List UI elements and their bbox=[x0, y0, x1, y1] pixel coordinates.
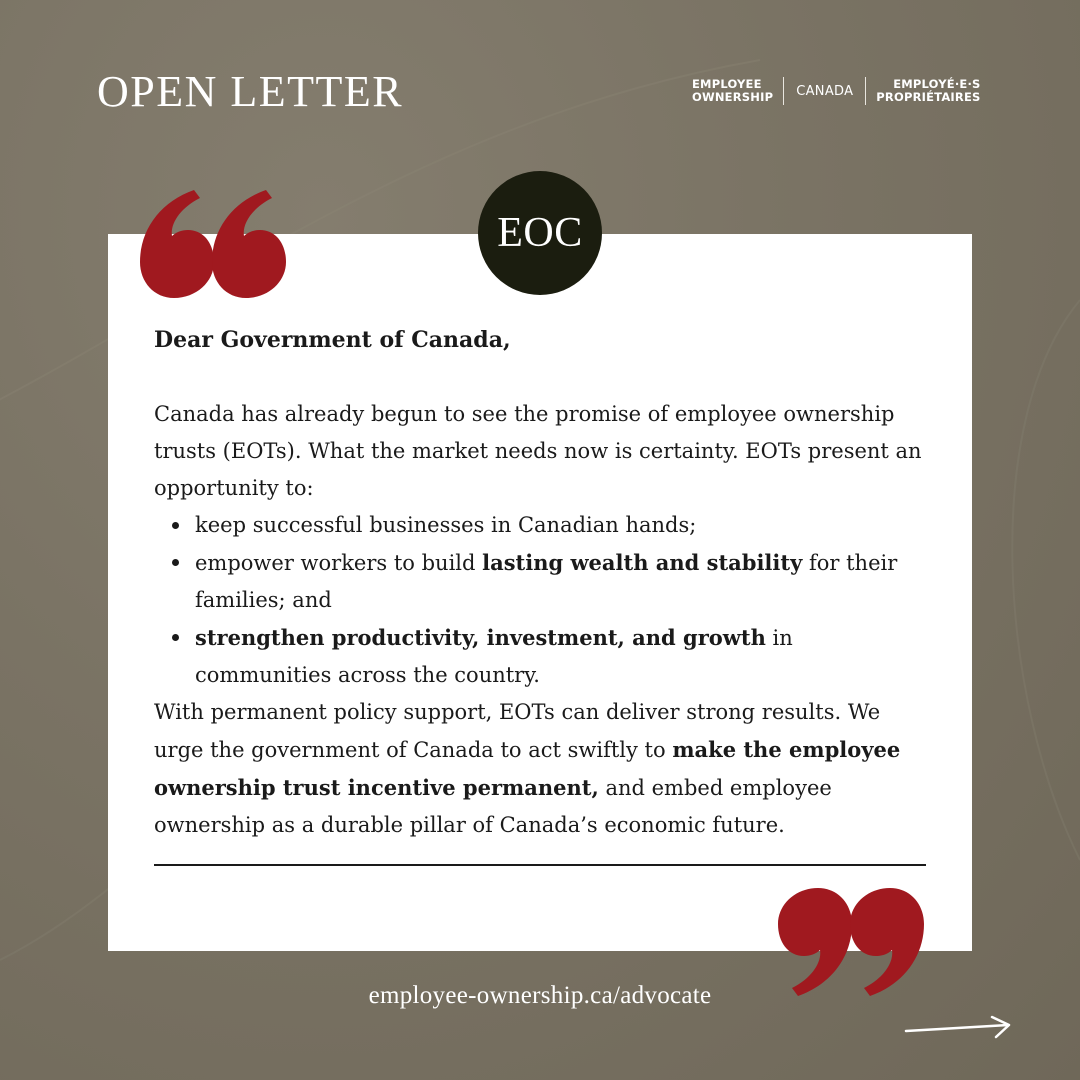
logo-french bbox=[866, 78, 980, 104]
close-quote-icon bbox=[778, 888, 928, 996]
badge-text: EOC bbox=[497, 210, 583, 256]
divider-line bbox=[154, 864, 926, 866]
advocate-link[interactable]: employee-ownership.ca/advocate bbox=[368, 982, 712, 1009]
logo-english bbox=[692, 78, 783, 104]
list-item bbox=[154, 544, 934, 619]
organization-logo bbox=[692, 76, 981, 106]
letter-closing bbox=[154, 694, 934, 844]
bullet-text: empower workers to build bbox=[195, 551, 483, 575]
bullet-text: keep successful businesses in Canadian hands; bbox=[195, 513, 697, 537]
bullet-text: for their families; and bbox=[195, 551, 898, 612]
closing-text: With permanent policy support, EOTs can deliver strong results. We urge the government of Canada to act swiftly to bbox=[154, 700, 881, 762]
list-item bbox=[154, 619, 934, 694]
letter-body bbox=[154, 322, 934, 844]
open-quote-icon bbox=[138, 190, 288, 298]
bullet-emphasis: strengthen productivity, investment, and growth bbox=[195, 625, 766, 650]
logo-en-line1: EMPLOYEE bbox=[692, 77, 762, 91]
logo-fr-line2: PROPRIÉTAIRES bbox=[876, 90, 981, 104]
list-item bbox=[154, 507, 934, 544]
bullet-text: in communities across the country. bbox=[195, 626, 793, 687]
arrow-right-icon[interactable] bbox=[904, 1015, 1014, 1045]
closing-text: and embed employee ownership as a durable pillar of Canada’s economic future. bbox=[154, 776, 832, 837]
letter-greeting: Dear Government of Canada, bbox=[154, 327, 511, 353]
eoc-badge bbox=[478, 171, 602, 295]
closing-emphasis: make the employee ownership trust incentive permanent, bbox=[154, 737, 901, 800]
bullet-emphasis: lasting wealth and stability bbox=[482, 550, 803, 575]
logo-country: CANADA bbox=[796, 83, 854, 99]
letter-intro: Canada has already begun to see the promise of employee ownership trusts (EOTs). What the market needs now is certainty. EOTs present an opportunity to: bbox=[154, 402, 922, 500]
logo-fr-line1: EMPLOYÉ·E·S bbox=[893, 77, 981, 91]
page-title: OPEN LETTER bbox=[97, 67, 404, 116]
opportunity-list bbox=[154, 507, 934, 694]
logo-en-line2: OWNERSHIP bbox=[692, 90, 774, 104]
